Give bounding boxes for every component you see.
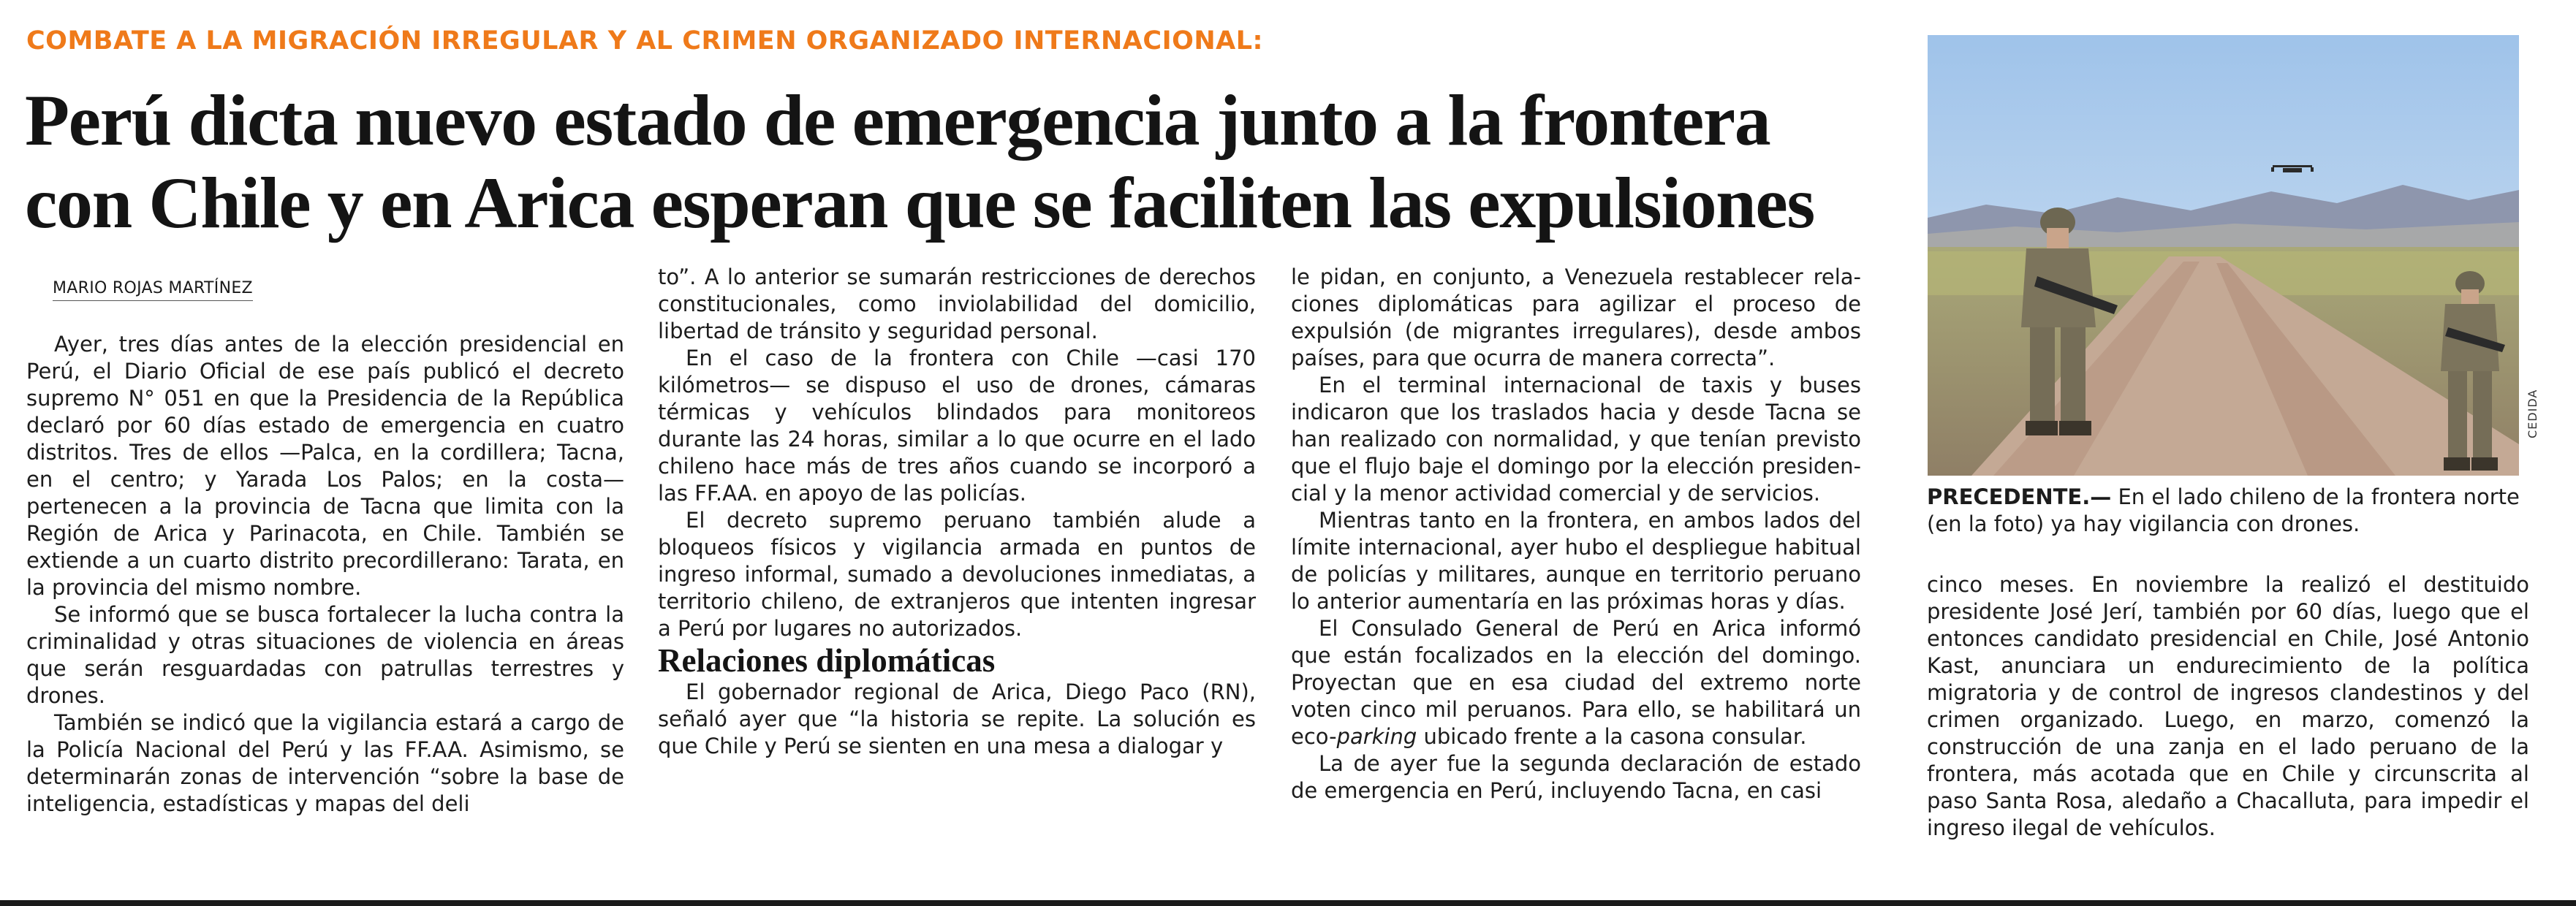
- headline-line-2: con Chile y en Arica esperan que se faciliten las expulsiones: [25, 162, 1814, 243]
- article-column-4: [1927, 571, 2529, 842]
- paragraph: En el caso de la frontera con Chile —casi 170 kilómetros— se dispuso el uso de drones, cámaras térmicas y vehículos blindados para monitoreos durante las 24 horas, similar a lo que ocurre en el lado chileno hace más de tres años cuando se incorporó a las FF.AA. en apoyo de las policías.: [658, 346, 1256, 506]
- paragraph: Ayer, tres días antes de la elección presidencial en Perú, el Diario Oficial de ese país publicó el decreto supremo N° 051 en que la Presidencia de la República declaró por 60 días estado de emergencia en cuatro distritos. Tres de ellos —Palca, en la cordillera; Tacna, en el centro; y Yarada Los Palos; en la costa— pertenecen a la provincia de Tacna que limita con la Región de Arica y Parinacota, en Chile. También se extiende a un cuarto distrito precordillerano: Tarata, en la provincia del mismo nombre.: [26, 332, 624, 600]
- news-photo: [1928, 35, 2519, 476]
- caption-label: PRECEDENTE.—: [1927, 484, 2112, 509]
- section-subhead: Relaciones diplomáticas: [658, 642, 996, 679]
- text-run: El Consulado General de Perú en Arica informó que están focalizados en la elección del domingo. Proyectan que en esa ciudad del extremo norte voten cinco mil peruanos. Para ello, se habilitará un eco-: [1291, 616, 1861, 749]
- article-column-3: [1291, 264, 1861, 804]
- bottom-rule: [0, 900, 2576, 906]
- photo-caption: [1927, 484, 2534, 538]
- byline: MARIO ROJAS MARTÍNEZ: [53, 279, 253, 301]
- paragraph: [1291, 615, 1861, 750]
- paragraph: También se indicó que la vigilancia estará a cargo de la Policía Nacional del Perú y las FF.AA. Asimismo, se determinarán zonas de intervención “sobre la base de inteligencia, estadísticas y mapas del deli: [26, 710, 624, 816]
- italic-term: parking: [1336, 724, 1417, 749]
- border-patrol-photo-illustration: [1928, 35, 2519, 476]
- paragraph: El decreto supremo peruano también alude a bloqueos físicos y vigilancia armada en puntos de ingreso informal, sumado a devoluciones inmediatas, a territorio chileno, de extranjeros que intenten ingresar a Perú por lugares no autorizados.: [658, 508, 1256, 641]
- paragraph: le pidan, en conjunto, a Venezuela restablecer relaciones diplomáticas para agilizar el proceso de expulsión (de migrantes irregulares), desde ambos países, para que ocurra de manera correcta”.: [1291, 264, 1861, 370]
- paragraph: La de ayer fue la segunda declaración de estado de emergencia en Perú, incluyendo Tacna, en casi: [1291, 751, 1861, 803]
- headline-line-1: Perú dicta nuevo estado de emergencia junto a la frontera: [25, 80, 1770, 161]
- article-column-1: [26, 331, 624, 818]
- article-column-2: [658, 264, 1256, 760]
- paragraph: Se informó que se busca fortalecer la lucha contra la criminalidad y otras situaciones de violencia en áreas que serán resguardadas con patrullas terrestres y drones.: [26, 602, 624, 708]
- headline: [25, 79, 1925, 244]
- text-run: ubicado frente a la casona consular.: [1417, 724, 1807, 749]
- paragraph: cinco meses. En noviembre la realizó el destituido presidente José Jerí, también por 60 días, luego que el entonces candidato presidencial en Chile, José Antonio Kast, anunciara un endurecimiento de la política migratoria y de control de ingresos clandestinos y del crimen organizado. Luego, en marzo, comenzó la construcción de una zanja en el lado peruano de la frontera, más acotada que en Chile y circunscrita al paso Santa Rosa, aledaño a Chacalluta, para impedir el ingreso ilegal de vehículos.: [1927, 572, 2529, 840]
- photo-credit: CEDIDA: [2526, 389, 2539, 438]
- caption-text: En el lado chileno de la frontera norte (en la foto) ya hay vigilancia con drones.: [1927, 484, 2520, 536]
- kicker: COMBATE A LA MIGRACIÓN IRREGULAR Y AL CRIMEN ORGANIZADO INTERNACIONAL:: [26, 26, 1264, 56]
- paragraph: to”. A lo anterior se sumarán restricciones de derechos constitucionales, como inviolabilidad del domicilio, libertad de tránsito y seguridad personal.: [658, 264, 1256, 343]
- paragraph: El gobernador regional de Arica, Diego Paco (RN), señaló ayer que “la historia se repite. La solución es que Chile y Perú se sienten en una mesa a dialogar y: [658, 680, 1256, 758]
- paragraph: En el terminal internacional de taxis y buses indicaron que los traslados hacia y desde Tacna se han realizado con normalidad, y que tenían previsto que el flujo baje el domingo por la elección presidencial y la menor actividad comercial y de servicios.: [1291, 373, 1861, 506]
- paragraph: Mientras tanto en la frontera, en ambos lados del límite internacional, ayer hubo el despliegue habitual de policías y militares, aunque en territorio peruano lo anterior aumentaría en las próximas horas y días.: [1291, 508, 1861, 614]
